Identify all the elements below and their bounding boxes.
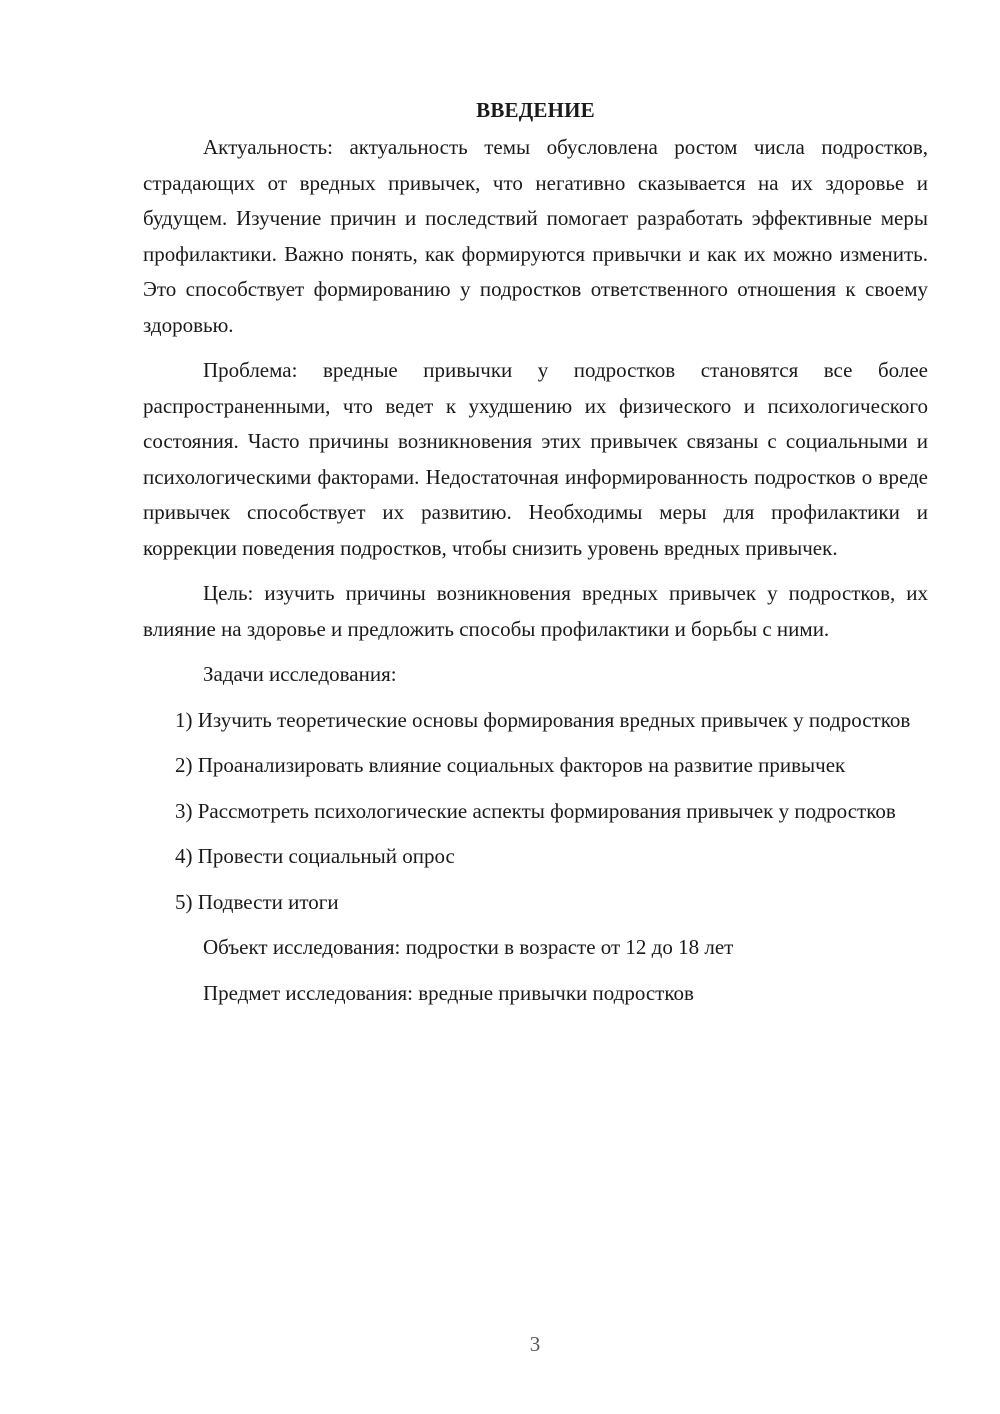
task-item-4: 4) Провести социальный опрос — [175, 844, 455, 868]
relevance-paragraph: Актуальность: актуальность темы обусловлена ростом числа подростков, страдающих от вредных привычек, что негативно сказывается на их здоровье и будущем. Изучение причин и последствий помогает разработать эффективные меры профилактики. Важно понять, как формируются привычки и как их можно изменить. Это способствует формированию у подростков ответственного отношения к своему здоровью. — [143, 135, 928, 337]
task-item-3: 3) Рассмотреть психологические аспекты формирования привычек у подростков — [175, 798, 896, 823]
tasks-heading: Задачи исследования: — [203, 662, 397, 686]
task-item-1: 1) Изучить теоретические основы формирования вредных привычек у подростков — [175, 707, 911, 732]
section-title: ВВЕДЕНИЕ — [476, 98, 595, 122]
document-page — [143, 90, 928, 1021]
goal-paragraph: Цель: изучить причины возникновения вредных привычек у подростков, их влияние на здоровье и предложить способы профилактики и борьбы с ними. — [143, 581, 928, 641]
task-item-5: 5) Подвести итоги — [175, 889, 339, 914]
research-object: Объект исследования: подростки в возрасте от 12 до 18 лет — [203, 935, 734, 959]
problem-paragraph: Проблема: вредные привычки у подростков становятся все более распространенными, что ведет к ухудшению их физического и психологического состояния. Часто причины возникновения этих привычек связаны с социальными и психологическими факторами. Недостаточная информированность подростков о вреде привычек способствует их развитию. Необходимы меры для профилактики и коррекции поведения подростков, чтобы снизить уровень вредных привычек. — [143, 358, 928, 560]
page-number: 3 — [529, 1332, 541, 1356]
research-subject: Предмет исследования: вредные привычки подростков — [203, 980, 694, 1005]
task-item-2: 2) Проанализировать влияние социальных факторов на развитие привычек — [175, 753, 846, 777]
